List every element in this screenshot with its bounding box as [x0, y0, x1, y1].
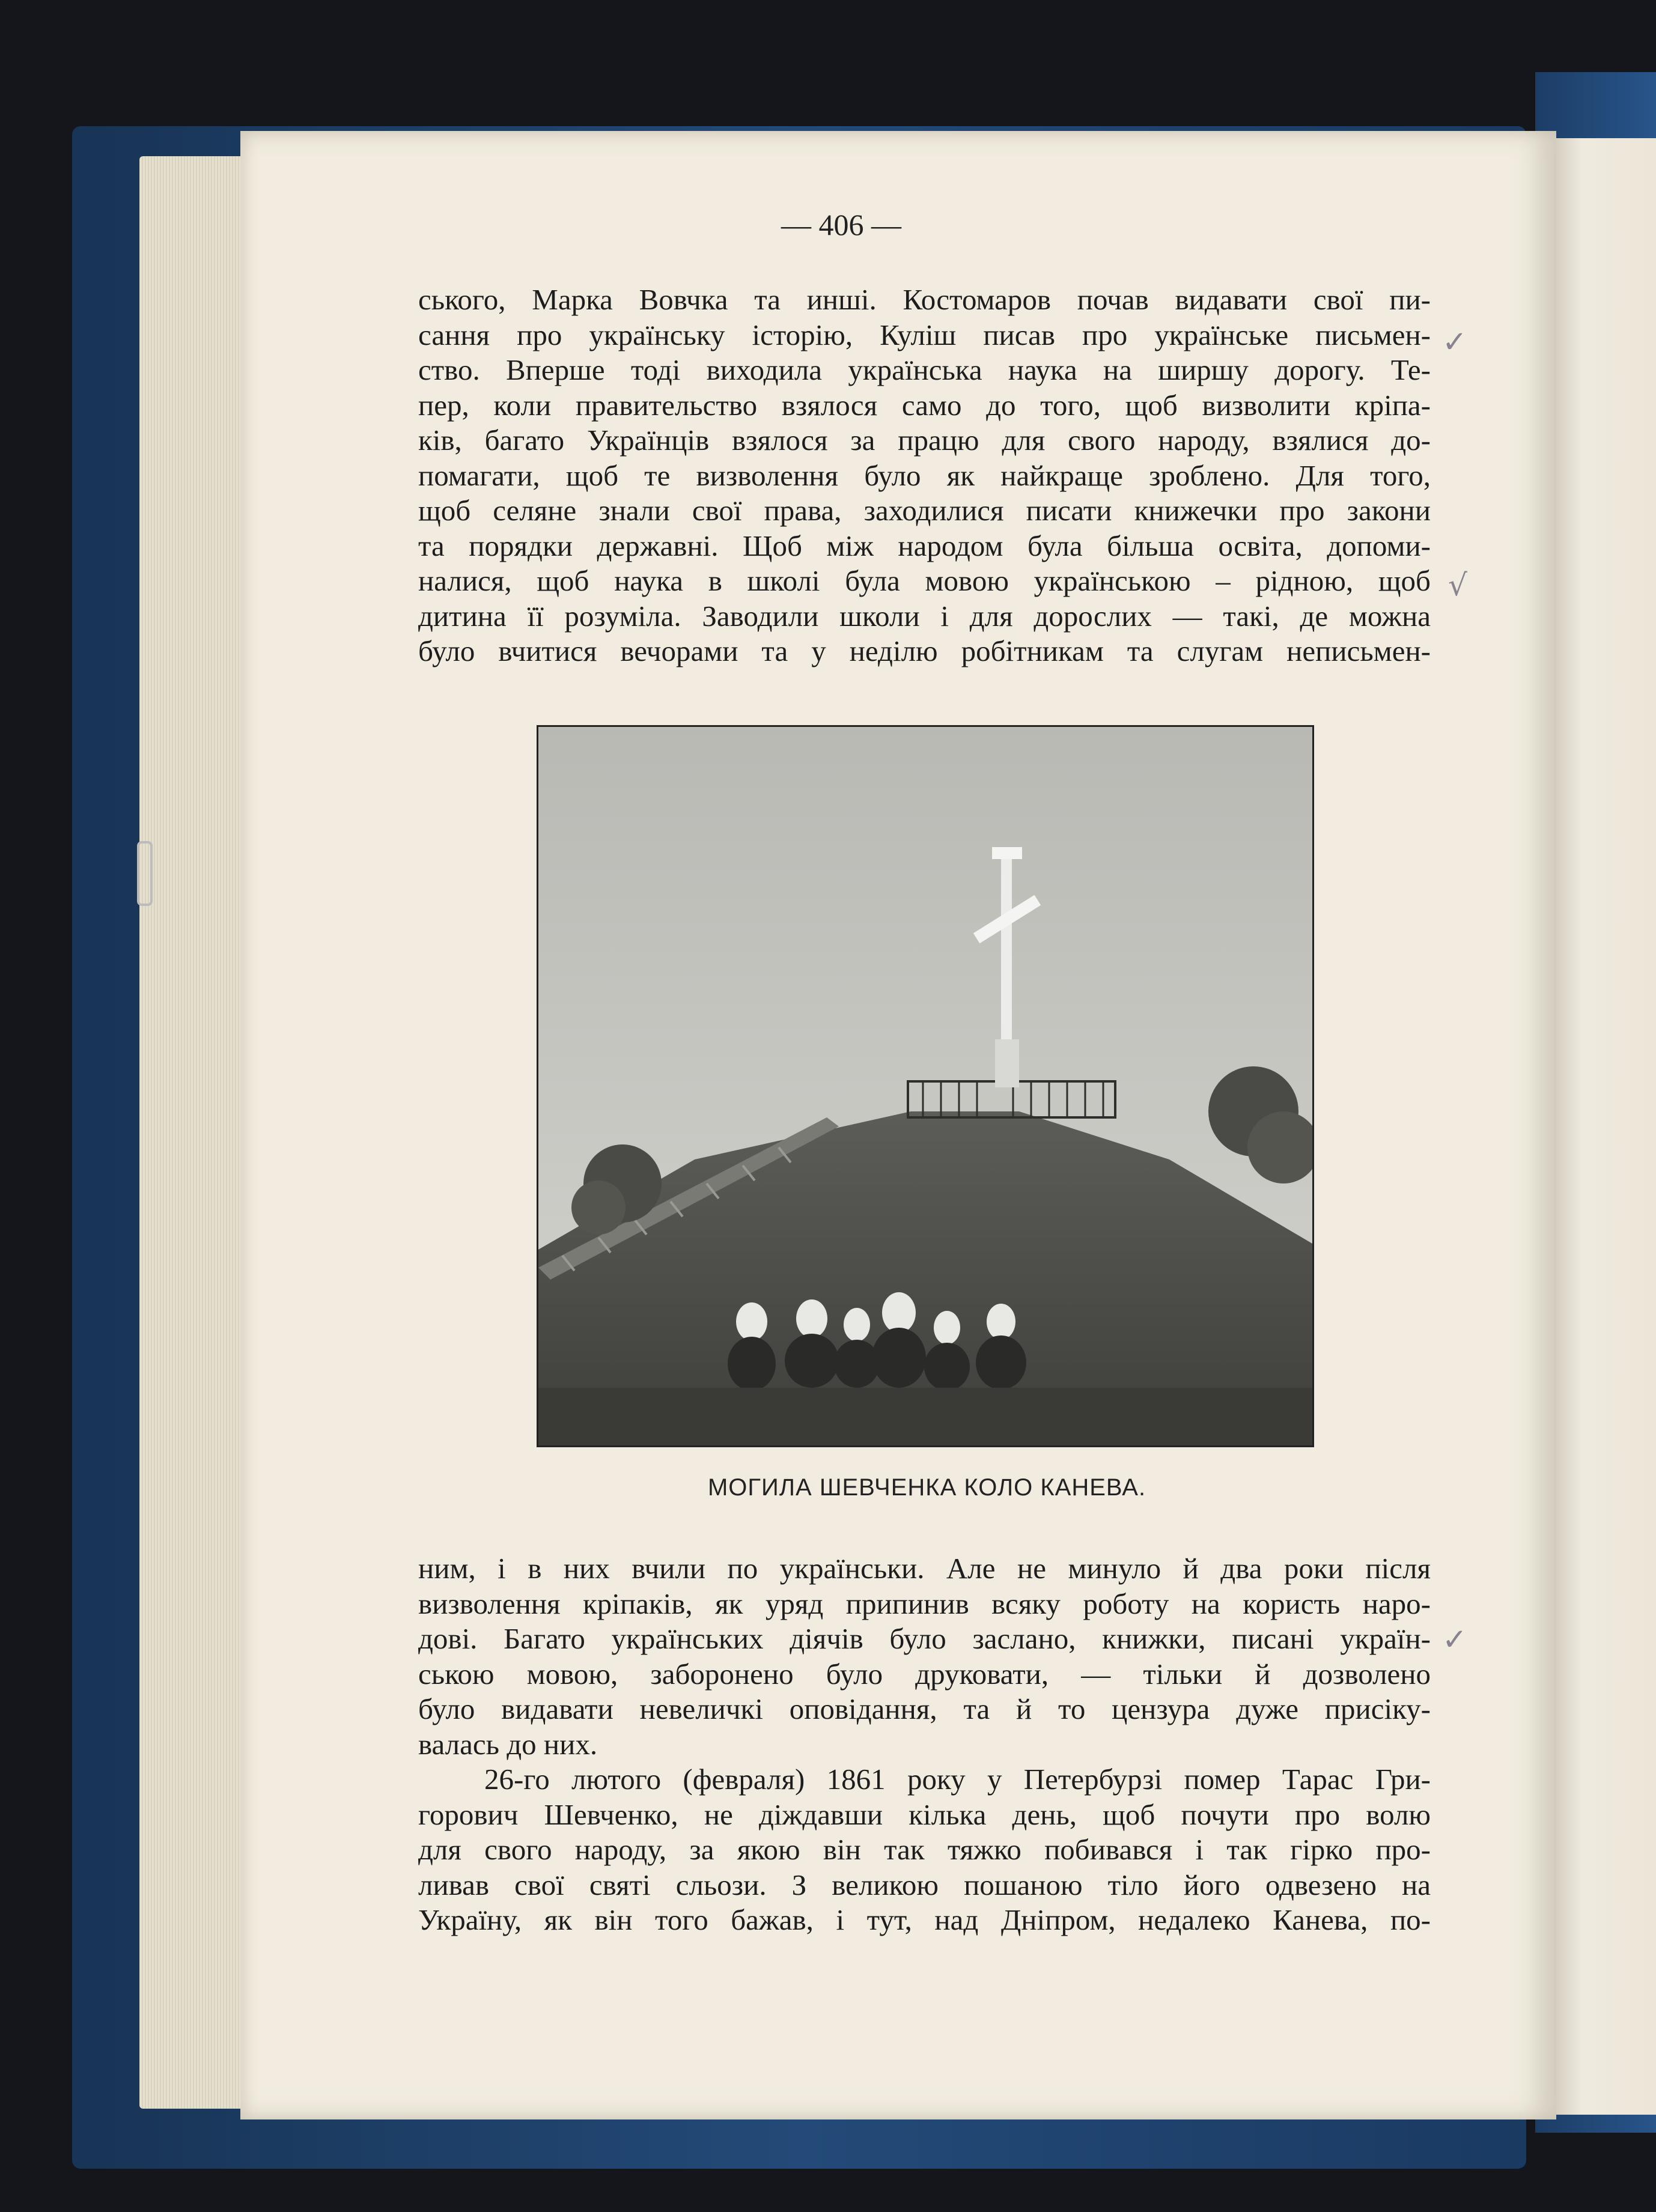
- bottom-paragraphs: [418, 1551, 1431, 1938]
- pencil-check-icon: ✓: [1442, 1622, 1467, 1657]
- text-line: ство. Вперше тоді виходила українська наука на ширшу дорогу. Те-: [418, 353, 1431, 386]
- text-line: ською мовою, заборонено було друковати, — тільки й дозволено: [418, 1657, 1431, 1691]
- top-paragraph: [418, 282, 1431, 669]
- grave-photograph: [537, 725, 1314, 1447]
- text-line: дитина її розуміла. Заводили школи і для дорослих — такі, де можна: [418, 599, 1431, 633]
- text-line: ним, і в них вчили по українськи. Але не минуло й два роки після: [418, 1552, 1431, 1585]
- page-number: — 406 —: [781, 208, 901, 242]
- text-line: ків, багато Українців взялося за працю для свого народу, взялися до-: [418, 424, 1431, 457]
- text-line: дові. Багато українських діячів було заслано, книжки, писані україн-: [418, 1622, 1431, 1655]
- next-page-edge: [1550, 138, 1656, 2115]
- text-line: 26-го лютого (февраля) 1861 року у Петербурзі помер Тарас Гри-: [484, 1763, 1431, 1796]
- text-line: налися, щоб наука в школі була мовою українською – рідною, щоб: [418, 564, 1431, 597]
- text-line: було видавати невеличкі оповідання, та й то цензура дуже присіку-: [418, 1692, 1431, 1725]
- pencil-check-icon: ✓: [1442, 324, 1467, 359]
- bookmark-clip: [137, 841, 153, 906]
- text-line: було вчитися вечорами та у неділю робітникам та слугам неписьмен-: [418, 634, 1431, 667]
- text-line: помагати, щоб те визволення було як найкраще зроблено. Для того,: [418, 458, 1431, 492]
- page-edges: [139, 156, 242, 2109]
- text-line: валась до них.: [418, 1727, 598, 1761]
- text-line: та порядки державні. Щоб між народом була більша освіта, допоми-: [418, 529, 1431, 562]
- text-line: Україну, як він того бажав, і тут, над Дніпром, недалеко Канева, по-: [418, 1903, 1431, 1936]
- text-line: ливав свої святі сльози. З великою пошаною тіло його одвезено на: [418, 1868, 1431, 1901]
- text-line: визволення кріпаків, як уряд припинив всяку роботу на користь наро-: [418, 1587, 1431, 1620]
- text-line: для свого народу, за якою він так тяжко побивався і так гірко про-: [418, 1833, 1431, 1866]
- text-line: щоб селяне знали свої права, заходилися писати книжечки про закони: [418, 494, 1431, 527]
- text-line: пер, коли правительство взялося само до того, щоб визволити кріпа-: [418, 388, 1431, 422]
- text-line: сання про українську історію, Куліш писав про українське письмен-: [418, 318, 1431, 351]
- text-line: горович Шевченко, не діждавши кілька день, щоб почути про волю: [418, 1797, 1431, 1831]
- text-line: ського, Марка Вовчка та инші. Костомаров почав видавати свої пи-: [418, 283, 1431, 316]
- figure-caption: МОГИЛА ШЕВЧЕНКА КОЛО КАНЕВА.: [707, 1474, 1146, 1501]
- pencil-check-icon: √: [1448, 568, 1467, 603]
